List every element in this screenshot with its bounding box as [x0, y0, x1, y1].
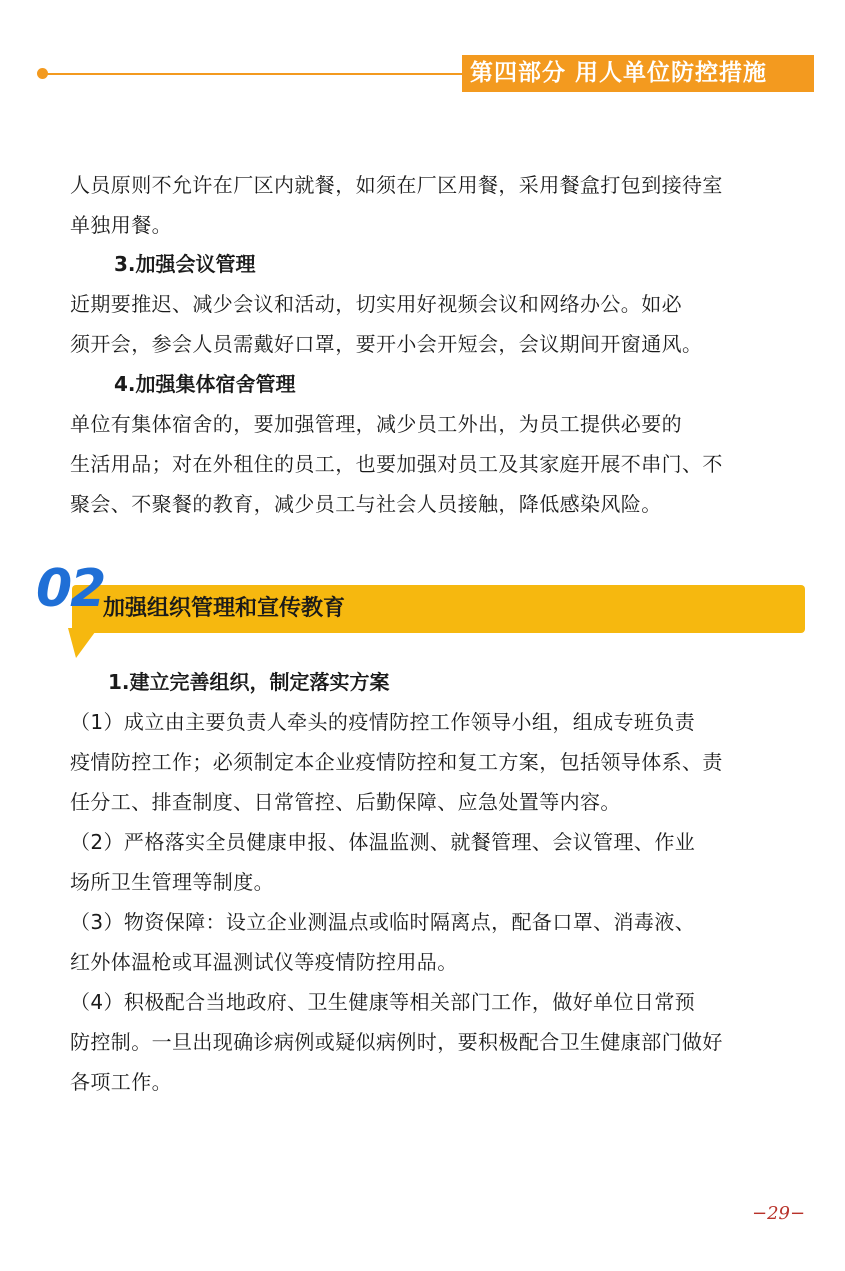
paragraph-dormitory: 单位有集体宿舍的，要加强管理，减少员工外出，为员工提供必要的 生活用品；对在外租住的员工，也要加强对员工及其家庭开展不串门、不 聚会、不聚餐的教育，减少员工与社会人员接触，降低感染风险。 [70, 412, 723, 516]
section-number: 02 [36, 559, 105, 619]
header-rule [46, 73, 466, 75]
heading-organization: 1.建立完善组织，制定落实方案 [108, 670, 390, 694]
paragraph-continued: 人员原则不允许在厂区内就餐，如须在厂区用餐，采用餐盒打包到接待室 单独用餐。 [70, 173, 723, 237]
heading-dormitory-management: 4.加强集体宿舍管理 [114, 372, 296, 396]
section-tag: 第四部分 用人单位防控措施 [462, 55, 814, 92]
section-title: 加强组织管理和宣传教育 [103, 596, 346, 621]
item-3: （3）物资保障：设立企业测温点或临时隔离点，配备口罩、消毒液、 红外体温枪或耳温测试仪等疫情防控用品。 [70, 910, 696, 974]
item-1: （1）成立由主要负责人牵头的疫情防控工作领导小组，组成专班负责 疫情防控工作；必须制定本企业疫情防控和复工方案，包括领导体系、责 任分工、排查制度、日常管控、后勤保障、应急处置等内容。 [70, 710, 723, 814]
heading-meeting-management: 3.加强会议管理 [114, 252, 256, 276]
item-4: （4）积极配合当地政府、卫生健康等相关部门工作，做好单位日常预 防控制。一旦出现确诊病例或疑似病例时，要积极配合卫生健康部门做好 各项工作。 [70, 990, 723, 1094]
paragraph-meeting: 近期要推迟、减少会议和活动，切实用好视频会议和网络办公。如必 须开会，参会人员需戴好口罩，要开小会开短会，会议期间开窗通风。 [70, 292, 703, 356]
item-2: （2）严格落实全员健康申报、体温监测、就餐管理、会议管理、作业 场所卫生管理等制度。 [70, 830, 696, 894]
page-number: −29− [752, 1203, 806, 1224]
section-banner-tail [68, 628, 98, 658]
